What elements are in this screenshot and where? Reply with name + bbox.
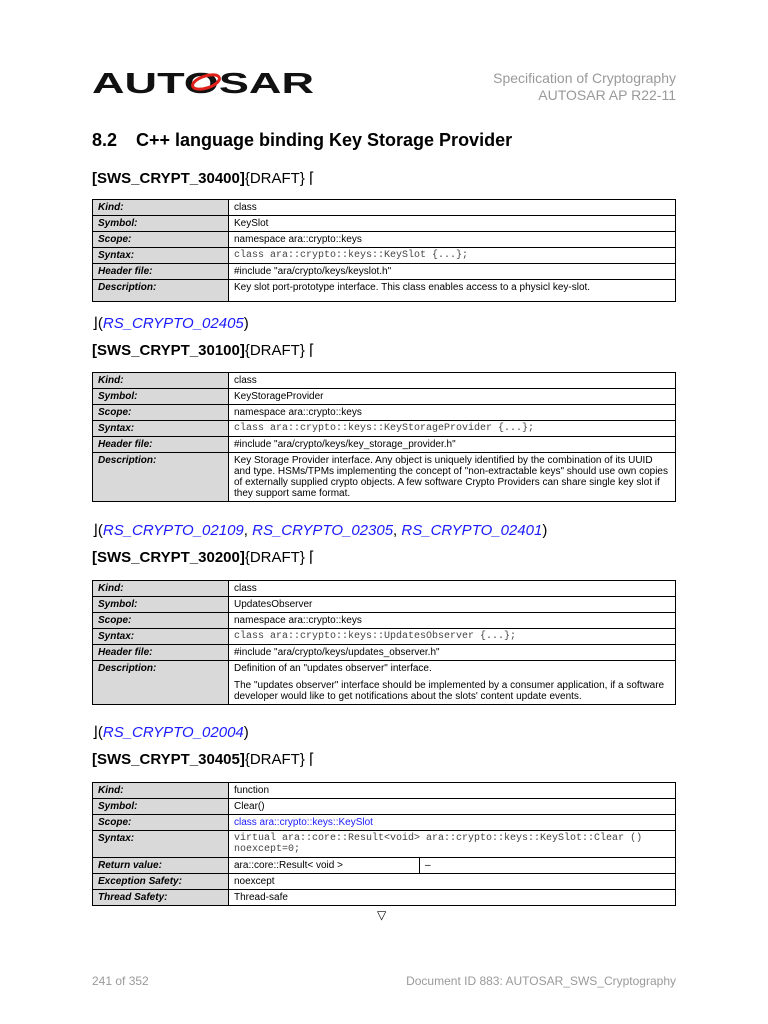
page-number: 241 of 352 [92,974,149,988]
requirement-status: {DRAFT} [244,751,305,768]
trace-link[interactable]: RS_CRYPTO_02405 [102,315,244,332]
table-row: The "updates observer" interface should be implemented by a consumer application, if a software developer would like to get notifications about the slots' content update events. [93,676,676,705]
requirement-id: [SWS_CRYPT_30400] [92,170,245,187]
trace-link[interactable]: RS_CRYPTO_02004 [102,724,244,741]
table-row: Exception Safety: noexcept [93,874,676,890]
table-row: Symbol: UpdatesObserver [93,597,676,613]
section-number: 8.2 [92,130,118,150]
requirement-heading: [SWS_CRYPT_30400]{DRAFT} ⌈ [92,170,315,187]
table-row: Return value: ara::core::Result< void > – [93,858,676,874]
trace-line: ⌋(RS_CRYPTO_02004) [92,724,249,741]
table-row: Description: Definition of an "updates observer" interface. [93,661,676,677]
table-row: Kind: class [93,581,676,597]
document-id: Document ID 883: AUTOSAR_SWS_Cryptography [406,974,676,988]
table-row: Symbol: Clear() [93,799,676,815]
table-row: Scope: namespace ara::crypto::keys [93,232,676,248]
table-row: Header file: #include "ara/crypto/keys/keyslot.h" [93,264,676,280]
table-row: Kind: class [93,200,676,216]
continuation-mark: ▽ [377,908,387,922]
table-row: Header file: #include "ara/crypto/keys/updates_observer.h" [93,645,676,661]
requirement-id: [SWS_CRYPT_30200] [92,549,245,566]
trace-line: ⌋(RS_CRYPTO_02109, RS_CRYPTO_02305, RS_CRYPTO_02401) [92,522,548,539]
requirement-heading: [SWS_CRYPT_30405]{DRAFT} ⌈ [92,751,315,768]
autosar-logo [92,68,314,96]
table-row: Scope: class ara::crypto::keys::KeySlot [93,815,676,831]
requirement-status: {DRAFT} [244,170,305,187]
scope-link[interactable]: class ara::crypto::keys::KeySlot [229,815,676,831]
spec-table [92,199,676,302]
spec-table [92,580,676,705]
section-heading [92,130,512,151]
table-row: Syntax: class ara::crypto::keys::KeyStorageProvider {...}; [93,421,676,437]
table-row: Symbol: KeySlot [93,216,676,232]
table-row: Kind: function [93,783,676,799]
trace-line: ⌋(RS_CRYPTO_02405) [92,315,249,332]
requirement-status: {DRAFT} [244,549,305,566]
table-row: Header file: #include "ara/crypto/keys/key_storage_provider.h" [93,437,676,453]
document-header [493,70,676,104]
table-row: Scope: namespace ara::crypto::keys [93,405,676,421]
requirement-status: {DRAFT} [244,342,305,359]
spec-title: Specification of Cryptography [493,70,676,86]
requirement-id: [SWS_CRYPT_30405] [92,751,245,768]
table-row: Symbol: KeyStorageProvider [93,389,676,405]
spec-table [92,372,676,502]
requirement-heading: [SWS_CRYPT_30200]{DRAFT} ⌈ [92,549,315,566]
spec-table [92,782,676,906]
table-row: Kind: class [93,373,676,389]
table-row: Syntax: virtual ara::core::Result<void> ara::crypto::keys::KeySlot::Clear () noexcept=0; [93,831,676,858]
section-title: C++ language binding Key Storage Provider [136,130,513,150]
requirement-heading: [SWS_CRYPT_30100]{DRAFT} ⌈ [92,342,315,359]
table-row: Description: Key slot port-prototype interface. This class enables access to a physicl key-slot. [93,280,676,302]
trace-link[interactable]: RS_CRYPTO_02109 [102,522,244,539]
table-row: Description: Key Storage Provider interface. Any object is uniquely identified by the combination of its UUID and type. HSMs/TPMs implementing the concept of "non-extractable keys" should use own copies of externally supplied crypto objects. A few software Crypto Providers can share single key slot if they support same format. [93,453,676,502]
table-row: Scope: namespace ara::crypto::keys [93,613,676,629]
release: AUTOSAR AP R22-11 [538,87,676,103]
table-row: Syntax: class ara::crypto::keys::KeySlot {...}; [93,248,676,264]
table-row: Syntax: class ara::crypto::keys::UpdatesObserver {...}; [93,629,676,645]
table-row: Thread Safety: Thread-safe [93,890,676,906]
trace-link[interactable]: RS_CRYPTO_02305 [252,522,394,539]
trace-link[interactable]: RS_CRYPTO_02401 [401,522,543,539]
svg-text:AUTOSAR: AUTOSAR [92,68,314,96]
requirement-id: [SWS_CRYPT_30100] [92,342,245,359]
